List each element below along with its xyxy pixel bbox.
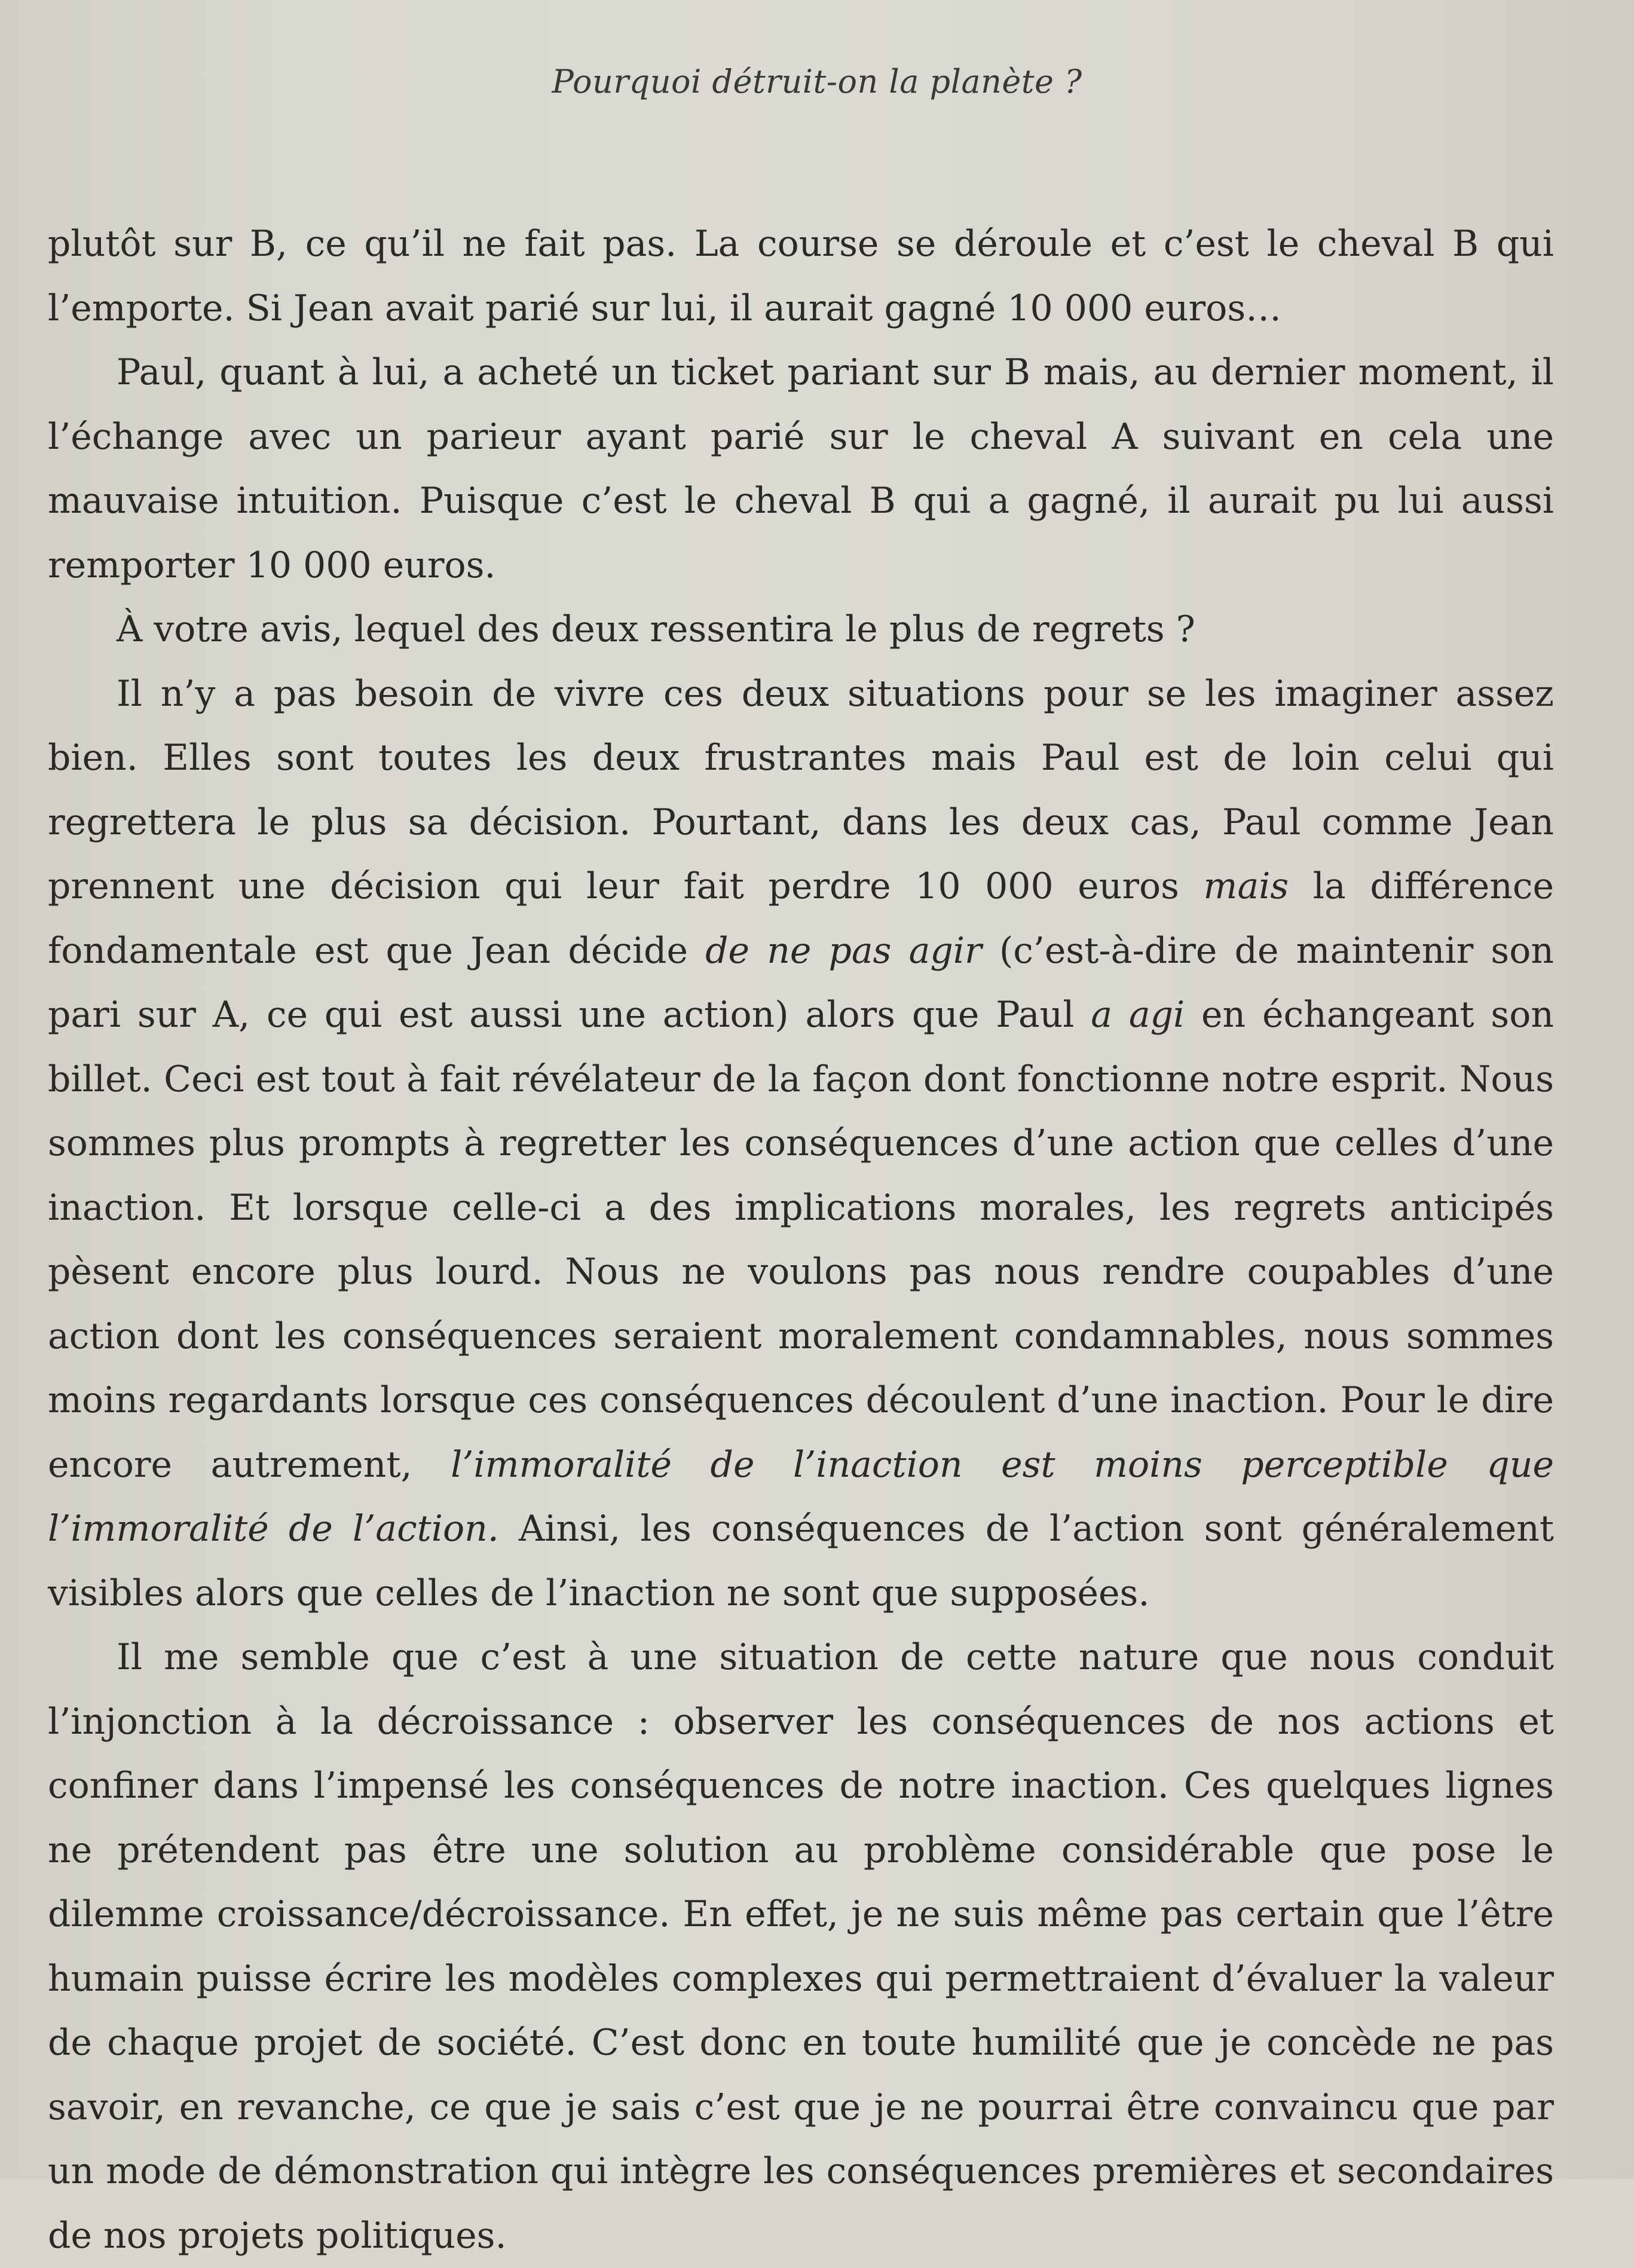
running-head: Pourquoi détruit-on la planète ? [552, 63, 1082, 100]
italic-text-run: de ne pas agir [705, 929, 982, 972]
italic-text-run: l’immoralité de l’inaction est moins perceptible que l’immoralité de l’action. [48, 1443, 1554, 1550]
body-text [48, 212, 1554, 2268]
text-run: Il n’y a pas besoin de vivre ces deux situations pour se les imaginer assez bien. Elles sont toutes les deux frustrantes mais Paul est de loin celui qui regrettera le plus sa décision. Pourtant, dans les deux cas, Paul comme Jean prennent une décision qui leur fait perdre 10 000 euros [48, 672, 1554, 907]
text-run: À votre avis, lequel des deux ressentira le plus de regrets ? [117, 608, 1195, 650]
text-run: en échangeant son billet. Ceci est tout à fait révélateur de la façon dont fonctionne notre esprit. Nous sommes plus prompts à regretter les conséquences d’une action que celles d’une inaction. Et lorsque celle-ci a des implications morales, les regrets anticipés pèsent encore plus lourd. Nous ne voulons pas nous rendre coupables d’une action dont les conséquences seraient moralement condamnables, nous sommes moins regardants lorsque ces conséquences découlent d’une inaction. Pour le dire encore autrement, [48, 994, 1554, 1486]
text-run: Il me semble que c’est à une situation de cette nature que nous conduit l’injonction à la décroissance : observer les conséquences de nos actions et confiner dans l’impensé les conséquences de notre inaction. Ces quelques lignes ne prétendent pas être une solution au problème considérable que pose le dilemme croissance/décroissance. En effet, je ne suis même pas certain que l’être humain puisse écrire les modèles complexes qui permettraient d’évaluer la valeur de chaque projet de société. C’est donc en toute humilité que je concède ne pas savoir, en revanche, ce que je sais c’est que je ne pourrai être convaincu que par un mode de démonstration qui intègre les conséquences premières et secondaires de nos projets politiques. [48, 1636, 1554, 2257]
text-run: plutôt sur B, ce qu’il ne fait pas. La course se déroule et c’est le cheval B qui l’emporte. Si Jean avait parié sur lui, il aurait gagné 10 000 euros… [48, 223, 1554, 329]
paragraph-1 [48, 212, 1554, 341]
paragraph-3 [48, 598, 1554, 662]
italic-text-run: mais [1203, 865, 1289, 907]
text-run: Ainsi, les conséquences de l’action sont généralement visibles alors que celles de l’inaction ne sont que supposées. [48, 1508, 1554, 1614]
paragraph-4 [48, 662, 1554, 1626]
italic-text-run: a agi [1091, 994, 1185, 1036]
text-run: la différence fondamentale est que Jean décide [48, 865, 1554, 972]
text-run: Paul, quant à lui, a acheté un ticket pariant sur B mais, au dernier moment, il l’échange avec un parieur ayant parié sur le cheval A suivant en cela une mauvaise intuition. Puisque c’est le cheval B qui a gagné, il aurait pu lui aussi remporter 10 000 euros. [48, 351, 1554, 586]
text-run: (c’est-à-dire de maintenir son pari sur A, ce qui est aussi une action) alors que Paul [48, 929, 1554, 1036]
paragraph-5 [48, 1626, 1554, 2268]
paragraph-2 [48, 341, 1554, 598]
